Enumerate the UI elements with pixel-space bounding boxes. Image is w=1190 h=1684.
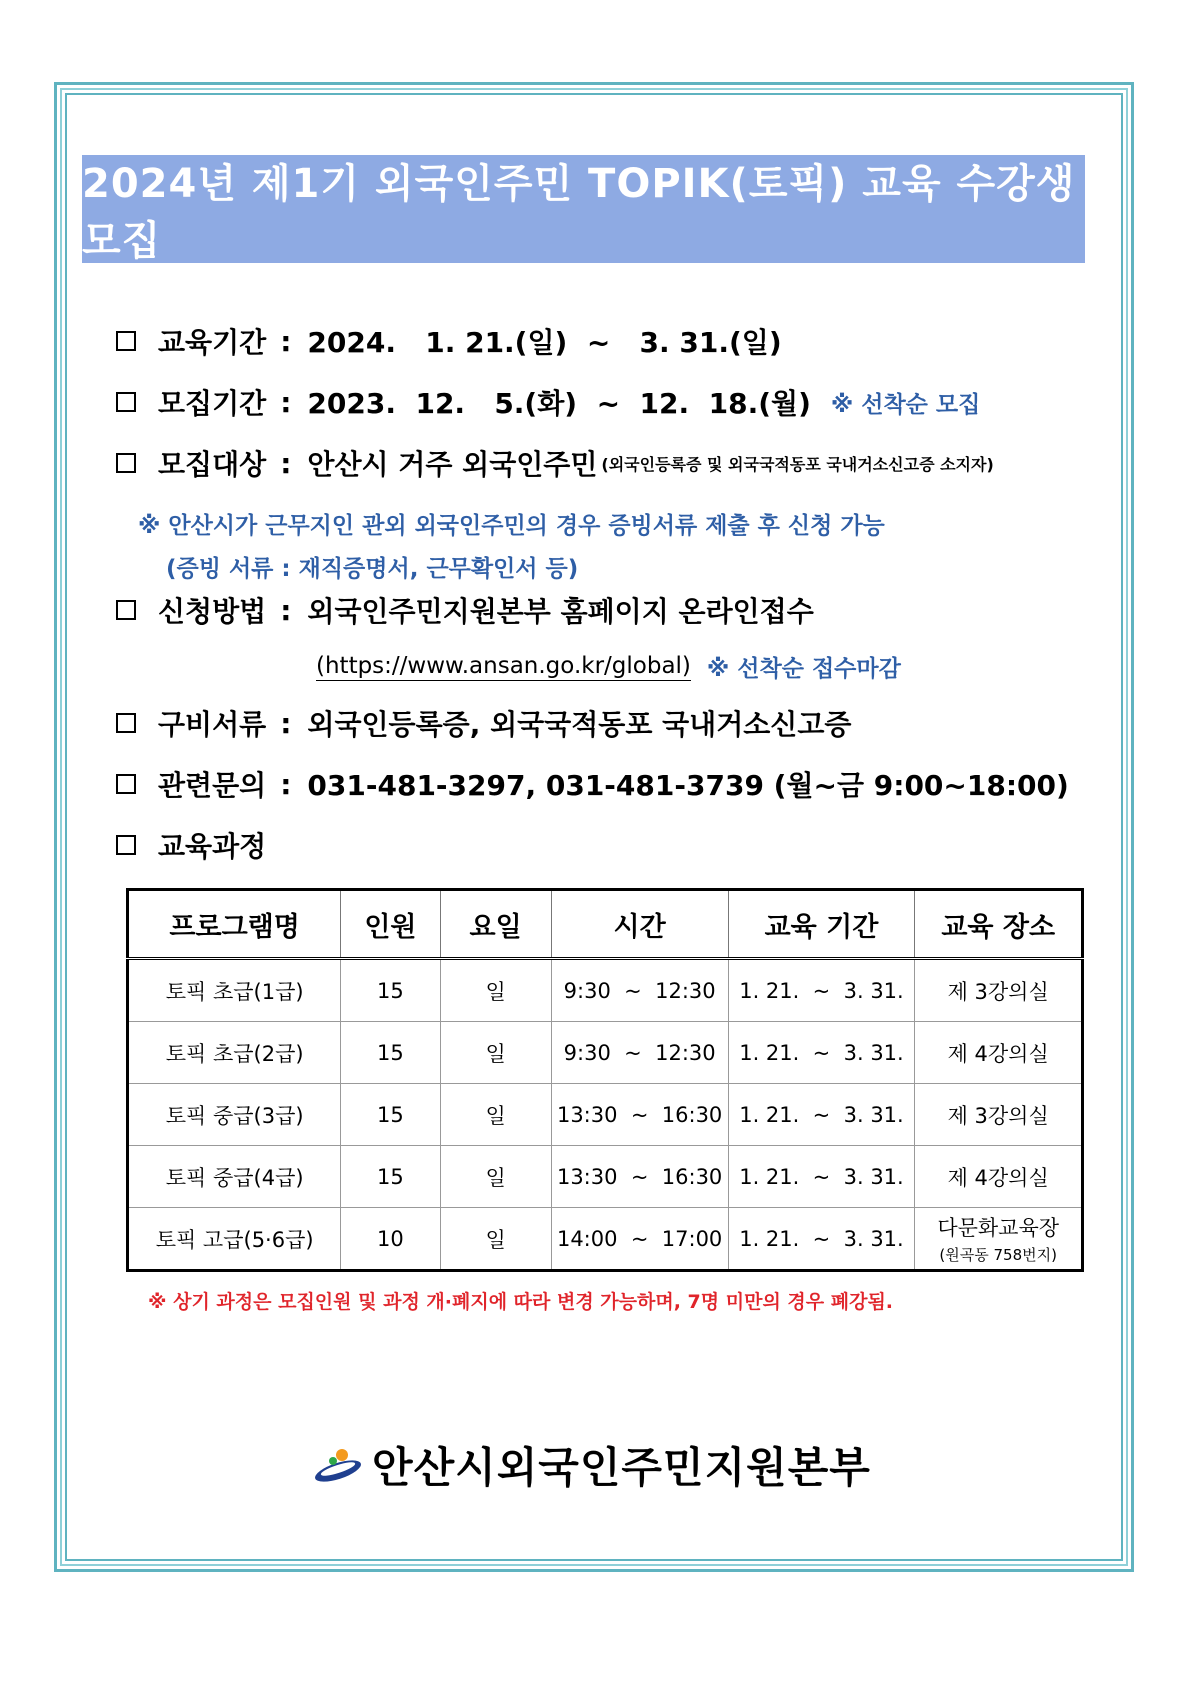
table-header-row (128, 890, 1083, 959)
item-recruit-period (116, 382, 980, 422)
cell-place (915, 959, 1083, 1022)
place-name: 제 4강의실 (947, 1165, 1049, 1190)
cell-place (915, 1208, 1083, 1271)
item-apply (116, 590, 814, 630)
header-place: 교육 장소 (915, 890, 1083, 959)
place-name: 다문화교육장 (937, 1216, 1060, 1240)
item-separator: : (280, 324, 292, 358)
item-separator: : (280, 767, 292, 801)
item-label: 모집대상 (158, 448, 267, 481)
organization-logo (312, 1435, 871, 1495)
item-separator: : (280, 593, 292, 627)
checkbox-square-icon (116, 835, 136, 855)
checkbox-square-icon (116, 392, 136, 412)
item-value: 2024. 1. 21.(일) ~ 3. 31.(일) (307, 326, 782, 359)
item-label: 교육과정 (158, 830, 267, 863)
header-day: 요일 (440, 890, 551, 959)
header-program: 프로그램명 (128, 890, 341, 959)
cell-program: 토픽 중급(3급) (128, 1084, 341, 1146)
checkbox-square-icon (116, 331, 136, 351)
cell-program: 토픽 고급(5·6급) (128, 1208, 341, 1271)
table-row (128, 1146, 1083, 1208)
cell-count: 15 (341, 1022, 440, 1084)
header-time: 시간 (551, 890, 728, 959)
target-note-line2: (증빙 서류 : 재직증명서, 근무확인서 등) (166, 556, 579, 582)
checkbox-square-icon (116, 453, 136, 473)
item-value: 외국인등록증, 외국국적동포 국내거소신고증 (307, 708, 852, 741)
target-note-line1: ※ 안산시가 근무지인 관외 외국인주민의 경우 증빙서류 제출 후 신청 가능 (138, 513, 885, 539)
item-label: 교육기간 (158, 326, 267, 359)
cell-time: 13:30 ~ 16:30 (551, 1084, 728, 1146)
apply-deadline-note: ※ 선착순 접수마감 (706, 656, 901, 682)
title-banner (82, 155, 1085, 263)
cell-period: 1. 21. ~ 3. 31. (728, 959, 915, 1022)
item-target (116, 443, 994, 483)
cell-count: 15 (341, 1146, 440, 1208)
item-label: 모집기간 (158, 387, 267, 420)
item-separator: : (280, 385, 292, 419)
apply-url-line (316, 650, 901, 683)
cell-time: 9:30 ~ 12:30 (551, 1022, 728, 1084)
cell-day: 일 (440, 959, 551, 1022)
place-name: 제 3강의실 (947, 979, 1049, 1004)
organization-name: 안산시외국인주민지원본부 (372, 1443, 871, 1492)
item-separator: : (280, 446, 292, 480)
cell-time: 9:30 ~ 12:30 (551, 959, 728, 1022)
item-label: 관련문의 (158, 769, 267, 802)
cell-period: 1. 21. ~ 3. 31. (728, 1084, 915, 1146)
cell-period: 1. 21. ~ 3. 31. (728, 1146, 915, 1208)
checkbox-square-icon (116, 713, 136, 733)
item-documents (116, 703, 851, 743)
apply-url-link[interactable]: (https://www.ansan.go.kr/global) (316, 652, 691, 679)
item-inquiry (116, 764, 1069, 804)
checkbox-square-icon (116, 774, 136, 794)
header-period: 교육 기간 (728, 890, 915, 959)
place-name: 제 3강의실 (947, 1103, 1049, 1128)
target-paren-note: (외국인등록증 및 외국국적동포 국내거소신고증 소지자) (601, 454, 994, 474)
header-count: 인원 (341, 890, 440, 959)
item-separator: : (280, 706, 292, 740)
closure-notice: ※ 상기 과정은 모집인원 및 과정 개·폐지에 따라 변경 가능하며, 7명 미만의 경우 폐강됨. (148, 1291, 894, 1313)
cell-count: 10 (341, 1208, 440, 1271)
checkbox-square-icon (116, 600, 136, 620)
item-edu-period (116, 321, 782, 361)
item-label: 구비서류 (158, 708, 267, 741)
cell-place (915, 1084, 1083, 1146)
place-name: 제 4강의실 (947, 1041, 1049, 1066)
cell-day: 일 (440, 1084, 551, 1146)
table-row (128, 1084, 1083, 1146)
item-course (116, 825, 280, 865)
table-row (128, 1208, 1083, 1271)
cell-count: 15 (341, 959, 440, 1022)
item-value: 안산시 거주 외국인주민 (307, 448, 598, 481)
page-title: 2024년 제1기 외국인주민 TOPIK(토픽) 교육 수강생 모집 (82, 161, 1076, 264)
table-row (128, 959, 1083, 1022)
cell-program: 토픽 초급(1급) (128, 959, 341, 1022)
cell-day: 일 (440, 1208, 551, 1271)
cell-period: 1. 21. ~ 3. 31. (728, 1022, 915, 1084)
first-come-note: ※ 선착순 모집 (830, 391, 981, 418)
course-table (126, 888, 1084, 1272)
ansan-city-logo-icon (312, 1443, 366, 1487)
place-address: (원곡동 758번지) (939, 1246, 1057, 1264)
cell-program: 토픽 중급(4급) (128, 1146, 341, 1208)
item-value: 외국인주민지원본부 홈페이지 온라인접수 (307, 595, 814, 628)
item-label: 신청방법 (158, 595, 267, 628)
cell-program: 토픽 초급(2급) (128, 1022, 341, 1084)
cell-day: 일 (440, 1146, 551, 1208)
item-value: 031-481-3297, 031-481-3739 (월~금 9:00~18:00) (307, 769, 1069, 802)
item-value: 2023. 12. 5.(화) ~ 12. 18.(월) (307, 387, 811, 420)
cell-count: 15 (341, 1084, 440, 1146)
table-row (128, 1022, 1083, 1084)
cell-place (915, 1022, 1083, 1084)
cell-time: 13:30 ~ 16:30 (551, 1146, 728, 1208)
cell-period: 1. 21. ~ 3. 31. (728, 1208, 915, 1271)
cell-time: 14:00 ~ 17:00 (551, 1208, 728, 1271)
cell-place (915, 1146, 1083, 1208)
cell-day: 일 (440, 1022, 551, 1084)
